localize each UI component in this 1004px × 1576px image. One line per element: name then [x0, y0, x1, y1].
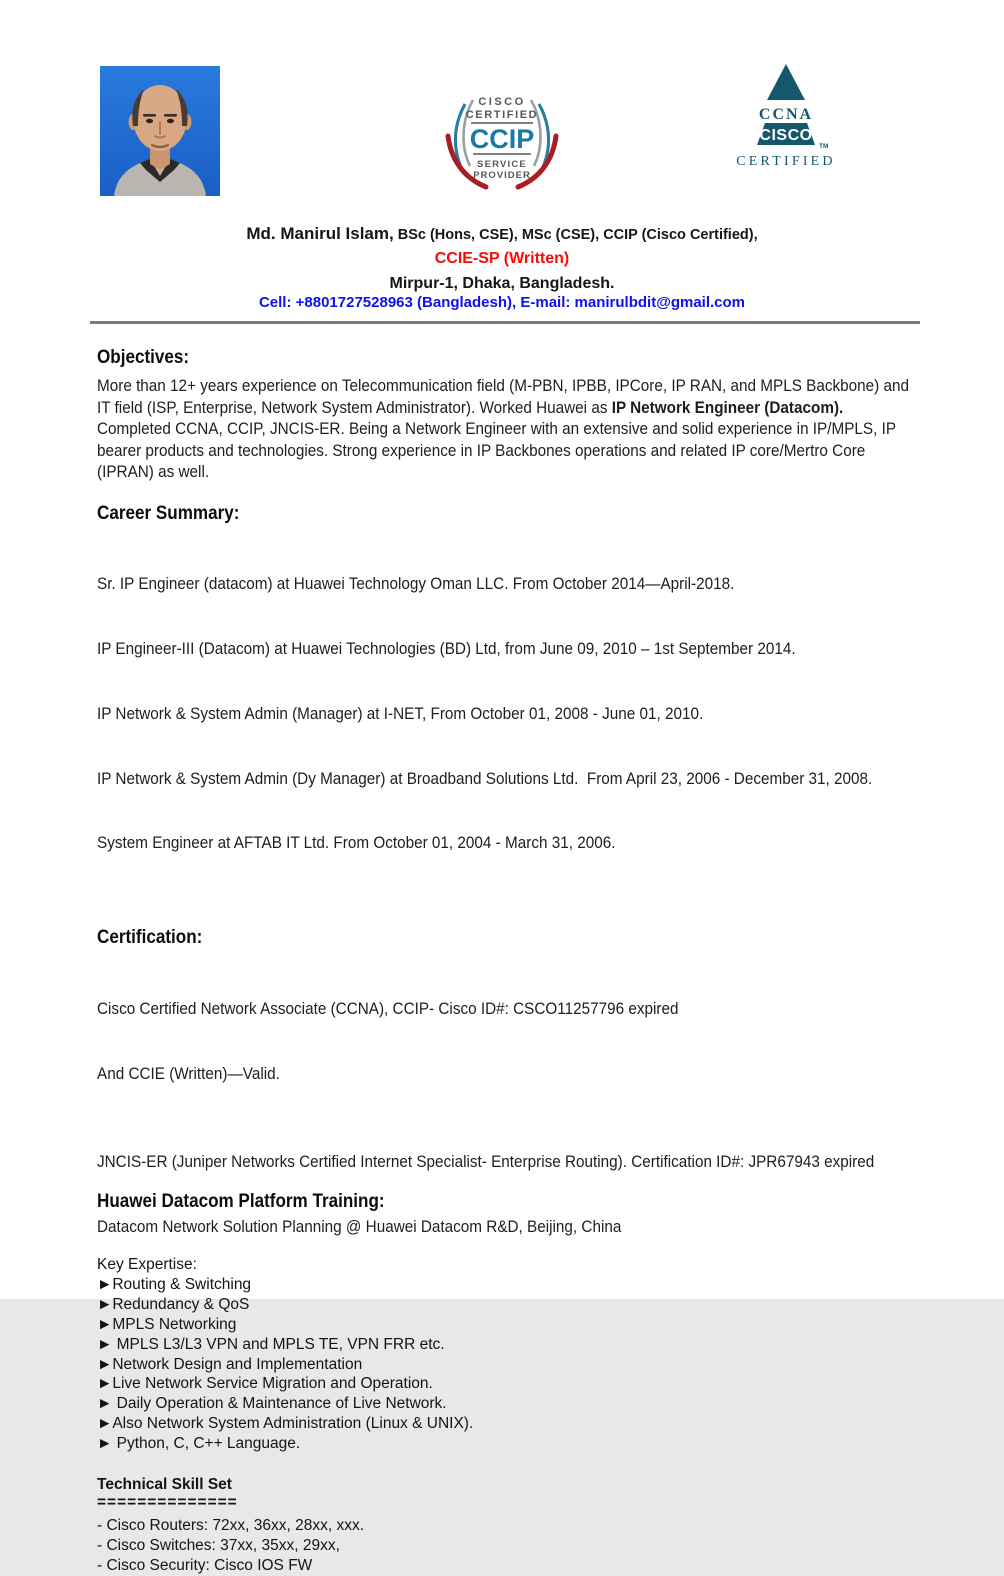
- certification-line: Cisco Certified Network Associate (CCNA), CCIP- Cisco ID#: CSCO11257796 expired: [97, 999, 679, 1019]
- training-heading: Huawei Datacom Platform Training:: [97, 1191, 385, 1213]
- skills-item: - Cisco Security: Cisco IOS FW: [97, 1556, 313, 1574]
- ccip-badge: [423, 86, 581, 194]
- objectives-heading: Objectives:: [97, 347, 190, 368]
- certification-line: And CCIE (Written)—Valid.: [97, 1064, 280, 1084]
- objectives-text-bold: IP Network Engineer (Datacom).: [611, 397, 844, 417]
- ccip-top2: CERTIFIED: [465, 109, 539, 121]
- expertise-item: ►Routing & Switching: [97, 1275, 252, 1293]
- section-certification: [97, 926, 911, 1172]
- portrait-photo-image: [100, 66, 220, 196]
- career-line: System Engineer at AFTAB IT Ltd. From October 01, 2004 - March 31, 2006.: [97, 833, 616, 853]
- section-technical-skills: [97, 1475, 910, 1576]
- key-expertise-list: [97, 1275, 910, 1454]
- candidate-name-line: [0, 224, 1004, 244]
- ccip-bottom1: SERVICE: [477, 159, 527, 170]
- career-line: IP Engineer-III (Datacom) at Huawei Technologies (BD) Ltd, from June 09, 2010 – 1st September 2014.: [97, 638, 796, 658]
- expertise-item: ► Daily Operation & Maintenance of Live Network.: [97, 1395, 447, 1413]
- training-line: Datacom Network Solution Planning @ Huawei Datacom R&D, Beijing, China: [97, 1217, 622, 1237]
- ccna-logo: [726, 60, 846, 174]
- objectives-text-after: Completed CCNA, CCIP, JNCIS-ER. Being a Network Engineer with an extensive and solid experience in IP/MPLS, IP bearer products and technologies. Strong experience in IP Backbones operations and related IP core/Mertro Core (IPRAN) as well.: [97, 397, 901, 482]
- section-objectives: [97, 346, 914, 483]
- ccip-top1: CISCO: [478, 96, 526, 108]
- header-divider: [90, 321, 920, 324]
- candidate-credentials: BSc (Hons, CSE), MSc (CSE), CCIP (Cisco Certified),: [393, 227, 758, 243]
- career-lines: [97, 530, 911, 897]
- ccip-acronym: CCIP: [469, 124, 535, 154]
- section-training: [97, 1190, 911, 1238]
- expertise-item: ►Live Network Service Migration and Operation.: [97, 1375, 433, 1393]
- ccie-line: CCIE-SP (Written): [434, 250, 570, 267]
- address-line: Mirpur-1, Dhaka, Bangladesh.: [389, 275, 615, 292]
- career-line: IP Network & System Admin (Dy Manager) at Broadband Solutions Ltd. From April 23, 2006 - December 31, 2008.: [97, 768, 873, 788]
- section-career-summary: [97, 502, 911, 897]
- skills-list: [97, 1516, 910, 1576]
- header-images: [0, 0, 1004, 196]
- ccna-tm: TM: [819, 143, 829, 150]
- certification-paragraph-2: JNCIS-ER (Juniper Networks Certified Internet Specialist- Enterprise Routing). Certification ID#: JPR67943 expired: [97, 1151, 875, 1171]
- objectives-text-before: More than 12+ years experience on Telecommunication field (M-PBN, IPBB, IPCore, IP RAN, and MPLS Backbone) and IT field (ISP, Enterprise, Network System Administrator). Worked Huawei as: [97, 376, 914, 417]
- ccip-bottom2: PROVIDER: [473, 170, 531, 181]
- resume-body: [97, 346, 914, 1576]
- expertise-item: ►Network Design and Implementation: [97, 1355, 363, 1373]
- skills-separator: ==============: [97, 1493, 238, 1511]
- expertise-item: ►Also Network System Administration (Linux & UNIX).: [97, 1415, 474, 1433]
- skills-item: - Cisco Routers: 72xx, 36xx, 28xx, xxx.: [97, 1516, 365, 1534]
- certification-paragraph-1: [97, 955, 911, 1128]
- contact-line: Cell: +8801727528963 (Bangladesh), E-mail: manirulbdit@gmail.com: [258, 294, 746, 311]
- career-line: IP Network & System Admin (Manager) at I-NET, From October 01, 2008 - June 01, 2010.: [97, 703, 704, 723]
- name-block: [0, 224, 1004, 311]
- ccna-track: CCNA: [758, 106, 814, 123]
- career-line: Sr. IP Engineer (datacom) at Huawei Technology Oman LLC. From October 2014—April-2018.: [97, 574, 735, 594]
- ccna-brand: CISCO: [759, 127, 813, 144]
- skills-item: - Cisco Switches: 37xx, 35xx, 29xx,: [97, 1536, 340, 1554]
- candidate-name: Md. Manirul Islam,: [246, 224, 394, 243]
- expertise-item: ►MPLS Networking: [97, 1315, 237, 1333]
- section-key-expertise: [97, 1255, 910, 1454]
- portrait-photo: [100, 66, 220, 196]
- objectives-paragraph: [97, 375, 914, 483]
- expertise-item: ►Redundancy & QoS: [97, 1295, 250, 1313]
- certification-heading: Certification:: [97, 927, 203, 949]
- career-heading: Career Summary:: [97, 502, 240, 524]
- skills-heading: Technical Skill Set: [97, 1476, 232, 1494]
- key-expertise-heading: Key Expertise:: [97, 1256, 197, 1273]
- expertise-item: ► Python, C, C++ Language.: [97, 1435, 301, 1453]
- ccna-bottom: CERTIFIED: [736, 154, 836, 169]
- expertise-item: ► MPLS L3/L3 VPN and MPLS TE, VPN FRR etc.: [97, 1335, 445, 1353]
